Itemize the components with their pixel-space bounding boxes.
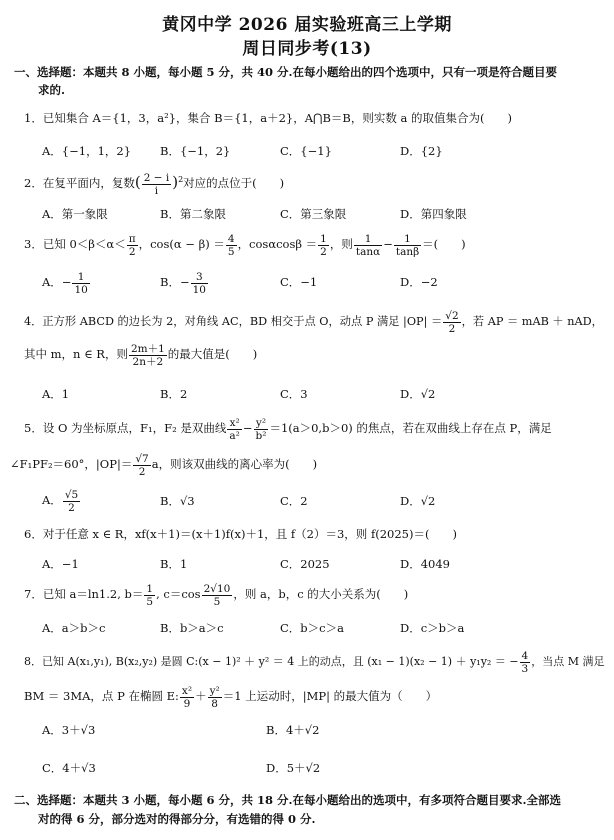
q3-option-d[interactable]: D．−2 <box>400 275 438 289</box>
q5-option-a[interactable]: A． $\frac{√5}{2}$ <box>42 488 79 514</box>
q2-fraction: $\frac{2 - i}{i}$ <box>143 171 170 197</box>
q8-stem-line1: 8．已知 A(x₁,y₁), B(x₂,y₂) 是圆 C:(x − 1)² ＋ y² ＝ 4 上的动点，且 (x₁ − 1)(x₂ − 1) ＋ y₁y₂ ＝ − $\frac{4}{3}$ ，当点 M 满足 <box>24 649 605 675</box>
q1-option-a[interactable]: A．{−1，1，2} <box>42 144 132 158</box>
q1-option-b[interactable]: B．{−1，2} <box>160 144 231 158</box>
q5-option-d[interactable]: D．√2 <box>400 494 436 508</box>
q4-option-a[interactable]: A．1 <box>42 387 70 401</box>
q8-option-a[interactable]: A．3＋√3 <box>42 723 96 737</box>
q4-stem-line2: 其中 m，n ∈ R，则 $\frac{2m+1}{2n+2}$ 的最大值是( ) <box>24 342 258 368</box>
q7-stem: 7．已知 a＝ln1.2, b＝ $\frac{1}{5}$ , c＝cos $\frac{2√10}{5}$ ，则 a，b，c 的大小关系为( ) <box>24 582 409 608</box>
q7-option-c[interactable]: C．b＞c＞a <box>280 621 344 635</box>
q7-option-b[interactable]: B．b＞a＞c <box>160 621 224 635</box>
q3-stem: 3．已知 0＜β＜α＜ $\frac{\pi}{2}$ ，cos(α − β) ＝ $\frac{4}{5}$ ，cosαcosβ ＝ $\frac{1}{2}$ ，则 $\frac{1}{\tan\alpha}$ − $\frac{1}{\tan\beta}$ ＝( ) <box>24 232 466 258</box>
exam-title-line1: 黄冈中学 2026 届实验班高三上学期 <box>162 15 452 35</box>
q7-option-a[interactable]: A．a＞b＞c <box>42 621 106 635</box>
section1-heading: 一、选择题：本题共 8 小题，每小题 5 分，共 40 分.在每小题给出的四个选项中，只有一项是符合题目要 <box>14 65 558 79</box>
q2-option-b[interactable]: B．第二象限 <box>160 207 226 221</box>
section1-heading-cont: 求的. <box>38 83 66 97</box>
q4-option-d[interactable]: D．√2 <box>400 387 436 401</box>
q4-option-c[interactable]: C．3 <box>280 387 308 401</box>
q5-stem-line2: ∠F₁PF₂＝60°，|OP|＝ $\frac{√7}{2}$ a，则该双曲线的离心率为( ) <box>10 452 318 478</box>
q2-option-c[interactable]: C．第三象限 <box>280 207 347 221</box>
q2-stem-pre: 2．在复平面内，复数 <box>24 176 135 190</box>
q8-option-d[interactable]: D．5＋√2 <box>266 761 321 775</box>
q2-stem-post: 对应的点位于( ) <box>183 176 285 190</box>
q1-option-c[interactable]: C．{−1} <box>280 144 332 158</box>
q6-option-b[interactable]: B．1 <box>160 557 188 571</box>
q3-option-c[interactable]: C．−1 <box>280 275 318 289</box>
q8-stem-line2: BM ＝ 3MA，点 P 在椭圆 E: $\frac{\text{x²}}{9}$ ＋ $\frac{\text{y²}}{8}$ ＝1 上运动时，|MP| 的最大值为（ ） <box>24 684 438 710</box>
q8-option-b[interactable]: B．4＋√2 <box>266 723 320 737</box>
q6-stem: 6．对于任意 x ∈ R，xf(x＋1)＝(x＋1)f(x)＋1，且 f（2）＝3，则 f(2025)＝( ) <box>24 527 457 541</box>
q2-option-d[interactable]: D．第四象限 <box>400 207 467 221</box>
q2-option-a[interactable]: A．第一象限 <box>42 207 108 221</box>
q6-option-a[interactable]: A．−1 <box>42 557 79 571</box>
q1-option-d[interactable]: D．{2} <box>400 144 443 158</box>
section2-heading-cont: 对的得 6 分，部分选对的得部分分，有选错的得 0 分. <box>38 812 316 826</box>
q1-stem: 1．已知集合 A＝{1，3，a²}，集合 B＝{1，a＋2}，A⋂B＝B，则实数 a 的取值集合为( ) <box>24 111 513 125</box>
q5-option-c[interactable]: C．2 <box>280 494 308 508</box>
q5-option-b[interactable]: B．√3 <box>160 494 195 508</box>
q7-option-d[interactable]: D．c＞b＞a <box>400 621 465 635</box>
q2-stem: 2．在复平面内，复数( $\frac{2 - i}{i}$ )$^2$对应的点位于( ) <box>24 171 285 197</box>
section2-heading: 二、选择题：本题共 3 小题，每小题 6 分，共 18 分.在每小题给出的选项中，有多项符合题目要求.全部选 <box>14 793 562 807</box>
q5-stem-line1: 5．设 O 为坐标原点，F₁，F₂ 是双曲线 $\frac{\text{x²}}{\text{a²}}$ − $\frac{\text{y²}}{\text{b²}}$ ＝1(a＞0,b＞0) 的焦点，若在双曲线上存在点 P，满足 <box>24 416 552 442</box>
q3-option-b[interactable]: B．− $\frac{3}{10}$ <box>160 270 206 296</box>
q4-option-b[interactable]: B．2 <box>160 387 188 401</box>
q3-option-a[interactable]: A．− $\frac{1}{10}$ <box>42 270 88 296</box>
q8-option-c[interactable]: C．4＋√3 <box>42 761 96 775</box>
q4-stem-line1: 4．正方形 ABCD 的边长为 2，对角线 AC，BD 相交于点 O，动点 P 满足 |OP| ＝ $\frac{√2}{2}$ ，若 AP ＝ mAB ＋ nAD， <box>24 309 603 335</box>
q6-option-c[interactable]: C．2025 <box>280 557 330 571</box>
exam-title-line2: 周日同步考(13) <box>242 39 372 59</box>
q6-option-d[interactable]: D．4049 <box>400 557 450 571</box>
